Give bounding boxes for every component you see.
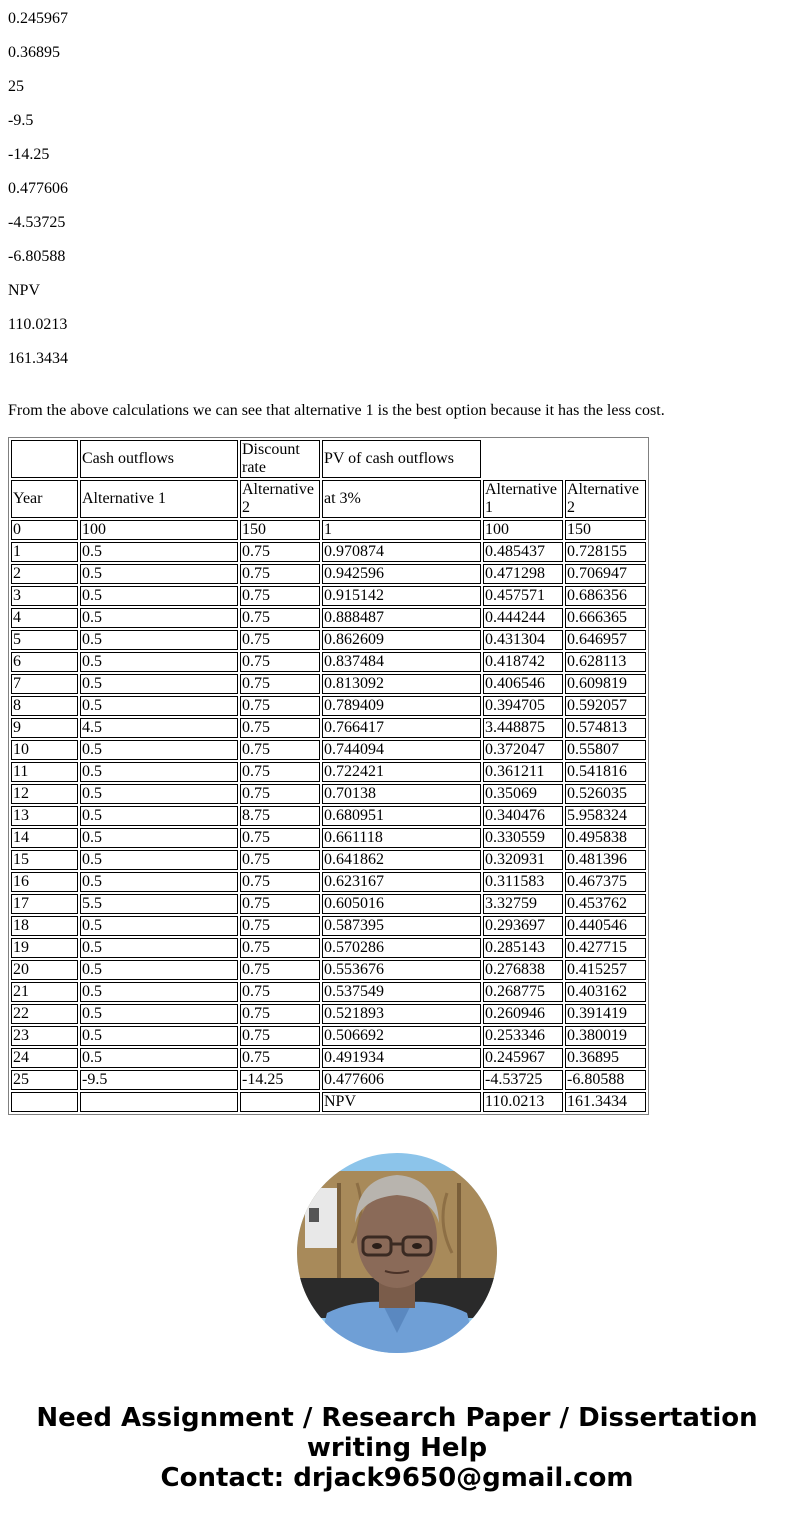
table-row bbox=[11, 1026, 646, 1046]
header-cell-discount-rate: Discount rate bbox=[240, 440, 320, 478]
cell-alt1-outflow: 0.5 bbox=[80, 916, 238, 936]
table-row bbox=[11, 894, 646, 914]
cell-discount-factor: 0.521893 bbox=[322, 1004, 481, 1024]
cell-pv-alt1: 0.293697 bbox=[483, 916, 563, 936]
cell-alt1-outflow: 0.5 bbox=[80, 652, 238, 672]
cell-alt2-outflow: 0.75 bbox=[240, 1048, 320, 1068]
cell-pv-alt2: 0.453762 bbox=[565, 894, 646, 914]
cell-discount-factor: 0.641862 bbox=[322, 850, 481, 870]
cell-discount-factor: 0.837484 bbox=[322, 652, 481, 672]
cell-pv-alt2: 0.609819 bbox=[565, 674, 646, 694]
cell-pv-alt1: 0.276838 bbox=[483, 960, 563, 980]
cell-pv-alt2: 0.666365 bbox=[565, 608, 646, 628]
table-row bbox=[11, 674, 646, 694]
header-cell-pv-alternative-2: Alternative 2 bbox=[565, 480, 646, 518]
cell-pv-alt2: 0.495838 bbox=[565, 828, 646, 848]
cell-pv-alt1: 0.260946 bbox=[483, 1004, 563, 1024]
cell-pv-alt1: 0.406546 bbox=[483, 674, 563, 694]
author-avatar bbox=[297, 1153, 497, 1353]
table-row bbox=[11, 696, 646, 716]
cell-discount-factor: 0.623167 bbox=[322, 872, 481, 892]
cell-year: 17 bbox=[11, 894, 78, 914]
cell-alt1-outflow: 0.5 bbox=[80, 1004, 238, 1024]
cell-pv-alt1: 0.372047 bbox=[483, 740, 563, 760]
cell-pv-alt2: 0.440546 bbox=[565, 916, 646, 936]
cell-discount-factor: 0.553676 bbox=[322, 960, 481, 980]
cell-discount-factor: 0.680951 bbox=[322, 806, 481, 826]
table-row bbox=[11, 542, 646, 562]
cell-pv-alt1: 0.253346 bbox=[483, 1026, 563, 1046]
cell-pv-alt1: 0.268775 bbox=[483, 982, 563, 1002]
cell-year: 15 bbox=[11, 850, 78, 870]
cell-pv-alt1: 0.471298 bbox=[483, 564, 563, 584]
cell-discount-factor: 0.570286 bbox=[322, 938, 481, 958]
cell-year: 25 bbox=[11, 1070, 78, 1090]
cell-alt1-outflow: 0.5 bbox=[80, 784, 238, 804]
cell-alt1-outflow: 0.5 bbox=[80, 1048, 238, 1068]
cell-year: 11 bbox=[11, 762, 78, 782]
conclusion-text: From the above calculations we can see that alternative 1 is the best option because it has the less cost. bbox=[8, 402, 665, 419]
table-row bbox=[11, 652, 646, 672]
cell-alt2-outflow: 0.75 bbox=[240, 872, 320, 892]
cell-pv-alt1: 0.340476 bbox=[483, 806, 563, 826]
table-row bbox=[11, 608, 646, 628]
header-cell-alternative-2: Alternative 2 bbox=[240, 480, 320, 518]
cell-alt2-outflow: 0.75 bbox=[240, 828, 320, 848]
cell-alt1-outflow: 0.5 bbox=[80, 586, 238, 606]
cell-alt2-outflow: 0.75 bbox=[240, 542, 320, 562]
cell-alt2-outflow: -14.25 bbox=[240, 1070, 320, 1090]
cell-year: 23 bbox=[11, 1026, 78, 1046]
cell-alt2-outflow: 0.75 bbox=[240, 564, 320, 584]
contact-banner bbox=[0, 1403, 794, 1493]
cell-pv-alt2: 0.574813 bbox=[565, 718, 646, 738]
cell-alt1-outflow bbox=[80, 1092, 238, 1112]
cell-discount-factor: 0.789409 bbox=[322, 696, 481, 716]
cell-alt2-outflow: 0.75 bbox=[240, 982, 320, 1002]
cell-alt2-outflow: 0.75 bbox=[240, 652, 320, 672]
table-row bbox=[11, 520, 646, 540]
cell-alt1-outflow: 0.5 bbox=[80, 762, 238, 782]
pv-cash-outflows-table bbox=[8, 437, 649, 1115]
cell-pv-alt1: 0.431304 bbox=[483, 630, 563, 650]
cell-discount-factor: 0.942596 bbox=[322, 564, 481, 584]
table-row bbox=[11, 586, 646, 606]
cell-alt1-outflow: 0.5 bbox=[80, 850, 238, 870]
value-line: -14.25 bbox=[8, 146, 50, 163]
table-row bbox=[11, 784, 646, 804]
cell-pv-alt2: 0.427715 bbox=[565, 938, 646, 958]
cell-alt2-outflow: 150 bbox=[240, 520, 320, 540]
cell-pv-alt1: 0.444244 bbox=[483, 608, 563, 628]
table-row bbox=[11, 762, 646, 782]
cell-year: 9 bbox=[11, 718, 78, 738]
cell-pv-alt2: 0.415257 bbox=[565, 960, 646, 980]
cell-pv-alt1: 3.448875 bbox=[483, 718, 563, 738]
cell-alt1-outflow: 0.5 bbox=[80, 608, 238, 628]
cell-pv-alt2: -6.80588 bbox=[565, 1070, 646, 1090]
banner-line-2: writing Help bbox=[306, 1433, 488, 1463]
table-row bbox=[11, 1070, 646, 1090]
cell-alt1-outflow: 0.5 bbox=[80, 630, 238, 650]
cell-discount-factor: 0.70138 bbox=[322, 784, 481, 804]
cell-year: 5 bbox=[11, 630, 78, 650]
cell-alt2-outflow: 0.75 bbox=[240, 784, 320, 804]
value-line: -9.5 bbox=[8, 112, 34, 129]
cell-pv-alt1: 3.32759 bbox=[483, 894, 563, 914]
table-row bbox=[11, 828, 646, 848]
banner-contact-line[interactable]: Contact: drjack9650@gmail.com bbox=[160, 1463, 634, 1493]
cell-alt1-outflow: 0.5 bbox=[80, 542, 238, 562]
cell-year: 8 bbox=[11, 696, 78, 716]
cell-pv-alt2: 0.686356 bbox=[565, 586, 646, 606]
cell-pv-alt1: 110.0213 bbox=[483, 1092, 563, 1112]
cell-alt1-outflow: 0.5 bbox=[80, 960, 238, 980]
cell-pv-alt1: -4.53725 bbox=[483, 1070, 563, 1090]
table-row bbox=[11, 564, 646, 584]
cell-discount-factor: 0.477606 bbox=[322, 1070, 481, 1090]
cell-pv-alt2: 150 bbox=[565, 520, 646, 540]
cell-year: 13 bbox=[11, 806, 78, 826]
cell-discount-factor: 0.915142 bbox=[322, 586, 481, 606]
value-line: -6.80588 bbox=[8, 248, 66, 265]
cell-discount-factor: 0.862609 bbox=[322, 630, 481, 650]
cell-year: 18 bbox=[11, 916, 78, 936]
table-header-row-2 bbox=[11, 480, 646, 518]
cell-pv-alt2: 5.958324 bbox=[565, 806, 646, 826]
cell-year: 19 bbox=[11, 938, 78, 958]
table-row bbox=[11, 1092, 646, 1112]
cell-pv-alt2: 0.403162 bbox=[565, 982, 646, 1002]
value-line: 0.36895 bbox=[8, 44, 60, 61]
cell-pv-alt2: 0.380019 bbox=[565, 1026, 646, 1046]
cell-discount-factor: 1 bbox=[322, 520, 481, 540]
document-body bbox=[0, 0, 794, 374]
cell-year: 3 bbox=[11, 586, 78, 606]
cell-pv-alt2: 161.3434 bbox=[565, 1092, 646, 1112]
header-cell-alternative-1: Alternative 1 bbox=[80, 480, 238, 518]
cell-pv-alt2: 0.481396 bbox=[565, 850, 646, 870]
table-row bbox=[11, 740, 646, 760]
value-line: 0.245967 bbox=[8, 10, 68, 27]
cell-alt2-outflow: 0.75 bbox=[240, 608, 320, 628]
cell-discount-factor: 0.537549 bbox=[322, 982, 481, 1002]
cell-year: 7 bbox=[11, 674, 78, 694]
cell-pv-alt1: 0.320931 bbox=[483, 850, 563, 870]
cell-discount-factor: 0.605016 bbox=[322, 894, 481, 914]
table-row bbox=[11, 630, 646, 650]
cell-discount-factor: NPV bbox=[322, 1092, 481, 1112]
table-header-row-1 bbox=[11, 440, 646, 478]
cell-year: 24 bbox=[11, 1048, 78, 1068]
cell-pv-alt2: 0.36895 bbox=[565, 1048, 646, 1068]
cell-alt1-outflow: 4.5 bbox=[80, 718, 238, 738]
cell-alt1-outflow: 0.5 bbox=[80, 696, 238, 716]
table-row bbox=[11, 872, 646, 892]
cell-year: 22 bbox=[11, 1004, 78, 1024]
table-row bbox=[11, 916, 646, 936]
table-row bbox=[11, 1004, 646, 1024]
cell-alt2-outflow: 0.75 bbox=[240, 586, 320, 606]
cell-alt2-outflow: 0.75 bbox=[240, 762, 320, 782]
cell-year: 2 bbox=[11, 564, 78, 584]
cell-year: 14 bbox=[11, 828, 78, 848]
header-cell-at-3-percent: at 3% bbox=[322, 480, 481, 518]
cell-pv-alt1: 100 bbox=[483, 520, 563, 540]
cell-alt2-outflow bbox=[240, 1092, 320, 1112]
cell-pv-alt2: 0.391419 bbox=[565, 1004, 646, 1024]
cell-discount-factor: 0.661118 bbox=[322, 828, 481, 848]
cell-pv-alt2: 0.467375 bbox=[565, 872, 646, 892]
cell-year: 1 bbox=[11, 542, 78, 562]
cell-pv-alt2: 0.55807 bbox=[565, 740, 646, 760]
cell-pv-alt2: 0.526035 bbox=[565, 784, 646, 804]
cell-pv-alt1: 0.418742 bbox=[483, 652, 563, 672]
cell-alt2-outflow: 0.75 bbox=[240, 1026, 320, 1046]
cell-alt1-outflow: 0.5 bbox=[80, 982, 238, 1002]
cell-year: 10 bbox=[11, 740, 78, 760]
cell-discount-factor: 0.506692 bbox=[322, 1026, 481, 1046]
banner-line-1: Need Assignment / Research Paper / Dissertation bbox=[36, 1403, 758, 1433]
cell-pv-alt2: 0.628113 bbox=[565, 652, 646, 672]
cell-pv-alt2: 0.541816 bbox=[565, 762, 646, 782]
cell-pv-alt1: 0.394705 bbox=[483, 696, 563, 716]
cell-discount-factor: 0.587395 bbox=[322, 916, 481, 936]
table-row bbox=[11, 938, 646, 958]
cell-discount-factor: 0.888487 bbox=[322, 608, 481, 628]
cell-alt2-outflow: 0.75 bbox=[240, 960, 320, 980]
portrait-image bbox=[297, 1153, 497, 1353]
value-line: 25 bbox=[8, 78, 24, 95]
cell-alt2-outflow: 8.75 bbox=[240, 806, 320, 826]
header-cell-year: Year bbox=[11, 480, 78, 518]
cell-discount-factor: 0.766417 bbox=[322, 718, 481, 738]
cell-discount-factor: 0.970874 bbox=[322, 542, 481, 562]
cell-alt2-outflow: 0.75 bbox=[240, 630, 320, 650]
cell-year: 12 bbox=[11, 784, 78, 804]
cell-alt2-outflow: 0.75 bbox=[240, 696, 320, 716]
cell-alt2-outflow: 0.75 bbox=[240, 740, 320, 760]
cell-year: 0 bbox=[11, 520, 78, 540]
cell-discount-factor: 0.722421 bbox=[322, 762, 481, 782]
cell-alt2-outflow: 0.75 bbox=[240, 850, 320, 870]
npv-label-line: NPV bbox=[8, 282, 41, 299]
value-line: -4.53725 bbox=[8, 214, 66, 231]
cell-alt1-outflow: 0.5 bbox=[80, 740, 238, 760]
cell-year: 6 bbox=[11, 652, 78, 672]
cell-alt1-outflow: 0.5 bbox=[80, 674, 238, 694]
cell-discount-factor: 0.491934 bbox=[322, 1048, 481, 1068]
cell-alt2-outflow: 0.75 bbox=[240, 938, 320, 958]
value-line: 110.0213 bbox=[8, 316, 68, 333]
value-line: 0.477606 bbox=[8, 180, 68, 197]
header-cell-blank bbox=[11, 440, 78, 478]
cell-year: 21 bbox=[11, 982, 78, 1002]
cell-pv-alt1: 0.285143 bbox=[483, 938, 563, 958]
cell-pv-alt2: 0.646957 bbox=[565, 630, 646, 650]
table-row bbox=[11, 960, 646, 980]
cell-pv-alt1: 0.311583 bbox=[483, 872, 563, 892]
table-row bbox=[11, 806, 646, 826]
cell-alt2-outflow: 0.75 bbox=[240, 1004, 320, 1024]
cell-pv-alt1: 0.361211 bbox=[483, 762, 563, 782]
table-row bbox=[11, 718, 646, 738]
cell-year: 4 bbox=[11, 608, 78, 628]
cell-alt1-outflow: 0.5 bbox=[80, 564, 238, 584]
cell-alt1-outflow: 0.5 bbox=[80, 938, 238, 958]
cell-pv-alt1: 0.245967 bbox=[483, 1048, 563, 1068]
cell-alt2-outflow: 0.75 bbox=[240, 718, 320, 738]
cell-pv-alt2: 0.592057 bbox=[565, 696, 646, 716]
cell-alt1-outflow: 0.5 bbox=[80, 1026, 238, 1046]
cell-year: 20 bbox=[11, 960, 78, 980]
table-row bbox=[11, 850, 646, 870]
cell-pv-alt2: 0.728155 bbox=[565, 542, 646, 562]
cell-alt2-outflow: 0.75 bbox=[240, 916, 320, 936]
cell-alt2-outflow: 0.75 bbox=[240, 674, 320, 694]
cell-alt1-outflow: 0.5 bbox=[80, 806, 238, 826]
cell-pv-alt1: 0.485437 bbox=[483, 542, 563, 562]
cell-discount-factor: 0.813092 bbox=[322, 674, 481, 694]
cell-alt1-outflow: 0.5 bbox=[80, 872, 238, 892]
table-row bbox=[11, 1048, 646, 1068]
cell-discount-factor: 0.744094 bbox=[322, 740, 481, 760]
header-cell-pv-alternative-1: Alternative 1 bbox=[483, 480, 563, 518]
cell-year bbox=[11, 1092, 78, 1112]
cell-alt2-outflow: 0.75 bbox=[240, 894, 320, 914]
header-cell-cash-outflows: Cash outflows bbox=[80, 440, 238, 478]
cell-pv-alt2: 0.706947 bbox=[565, 564, 646, 584]
cell-alt1-outflow: 5.5 bbox=[80, 894, 238, 914]
cell-year: 16 bbox=[11, 872, 78, 892]
cell-alt1-outflow: -9.5 bbox=[80, 1070, 238, 1090]
header-cell-empty-span bbox=[483, 440, 646, 478]
header-cell-pv-cash-outflows: PV of cash outflows bbox=[322, 440, 481, 478]
cell-alt1-outflow: 100 bbox=[80, 520, 238, 540]
value-line: 161.3434 bbox=[8, 350, 68, 367]
cell-pv-alt1: 0.457571 bbox=[483, 586, 563, 606]
cell-pv-alt1: 0.35069 bbox=[483, 784, 563, 804]
cell-pv-alt1: 0.330559 bbox=[483, 828, 563, 848]
cell-alt1-outflow: 0.5 bbox=[80, 828, 238, 848]
table-row bbox=[11, 982, 646, 1002]
